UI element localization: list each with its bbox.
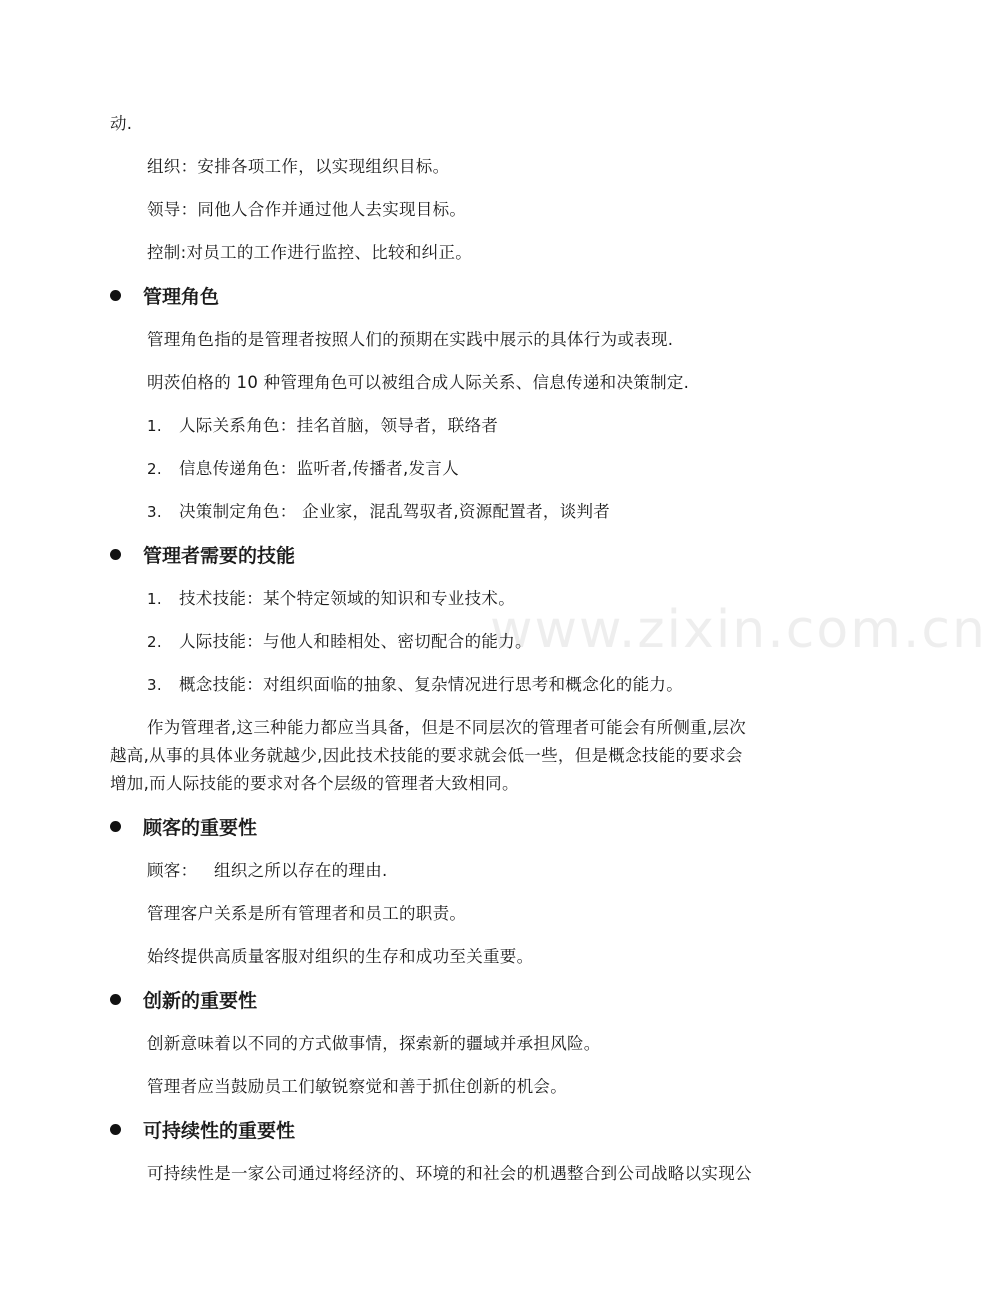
bullet-icon — [110, 549, 121, 560]
heading-text: 顾客的重要性 — [143, 817, 258, 839]
heading-text: 管理角色 — [143, 286, 220, 308]
list-number: 2. — [147, 460, 162, 478]
list-text: 技术技能：某个特定领域的知识和专业技术。 — [179, 589, 515, 608]
text-line: 动. — [110, 114, 133, 133]
watermark: www.zixin.com.cn — [490, 600, 987, 660]
section-heading-customer — [110, 815, 257, 841]
paragraph-line: 作为管理者,这三种能力都应当具备，但是不同层次的管理者可能会有所侧重,层次 — [147, 718, 747, 737]
section-heading-sustainability — [110, 1118, 295, 1144]
list-text: 概念技能：对组织面临的抽象、复杂情况进行思考和概念化的能力。 — [179, 675, 683, 694]
list-number: 1. — [147, 417, 162, 435]
section-heading-roles — [110, 284, 219, 310]
list-number: 3. — [147, 676, 162, 694]
text-line: 可持续性是一家公司通过将经济的、环境的和社会的机遇整合到公司战略以实现公 — [147, 1164, 752, 1183]
list-item — [147, 631, 532, 653]
section-heading-skills — [110, 543, 295, 569]
heading-text: 创新的重要性 — [143, 990, 258, 1012]
text-line: 管理角色指的是管理者按照人们的预期在实践中展示的具体行为或表现. — [147, 330, 674, 349]
section-heading-innovation — [110, 988, 257, 1014]
bullet-icon — [110, 821, 121, 832]
list-item — [147, 458, 459, 480]
paragraph-line: 增加,而人际技能的要求对各个层级的管理者大致相同。 — [110, 774, 519, 793]
list-text: 信息传递角色：监听者,传播者,发言人 — [179, 459, 459, 478]
list-item — [147, 415, 498, 437]
text-line: 明茨伯格的 10 种管理角色可以被组合成人际关系、信息传递和决策制定. — [147, 373, 690, 392]
list-number: 1. — [147, 590, 162, 608]
bullet-icon — [110, 290, 121, 301]
list-text: 人际关系角色：挂名首脑，领导者，联络者 — [179, 416, 499, 435]
list-text: 人际技能：与他人和睦相处、密切配合的能力。 — [179, 632, 532, 651]
list-item — [147, 588, 515, 610]
list-number: 2. — [147, 633, 162, 651]
text-line: 控制:对员工的工作进行监控、比较和纠正。 — [147, 243, 473, 262]
text-line: 始终提供高质量客服对组织的生存和成功至关重要。 — [147, 947, 534, 966]
list-number: 3. — [147, 503, 162, 521]
text-line: 管理客户关系是所有管理者和员工的职责。 — [147, 904, 467, 923]
list-item — [147, 674, 683, 696]
text-line: 组织：安排各项工作，以实现组织目标。 — [147, 157, 450, 176]
heading-text: 可持续性的重要性 — [143, 1120, 296, 1142]
text-line: 管理者应当鼓励员工们敏锐察觉和善于抓住创新的机会。 — [147, 1077, 567, 1096]
paragraph-line: 越高,从事的具体业务就越少,因此技术技能的要求就会低一些，但是概念技能的要求会 — [110, 746, 743, 765]
text-line: 顾客： 组织之所以存在的理由. — [147, 861, 388, 880]
list-item — [147, 501, 610, 523]
bullet-icon — [110, 1124, 121, 1135]
heading-text: 管理者需要的技能 — [143, 545, 296, 567]
text-line: 创新意味着以不同的方式做事情，探索新的疆域并承担风险。 — [147, 1034, 601, 1053]
bullet-icon — [110, 994, 121, 1005]
list-text: 决策制定角色： 企业家，混乱驾驭者,资源配置者，谈判者 — [179, 502, 611, 521]
text-line: 领导：同他人合作并通过他人去实现目标。 — [147, 200, 467, 219]
